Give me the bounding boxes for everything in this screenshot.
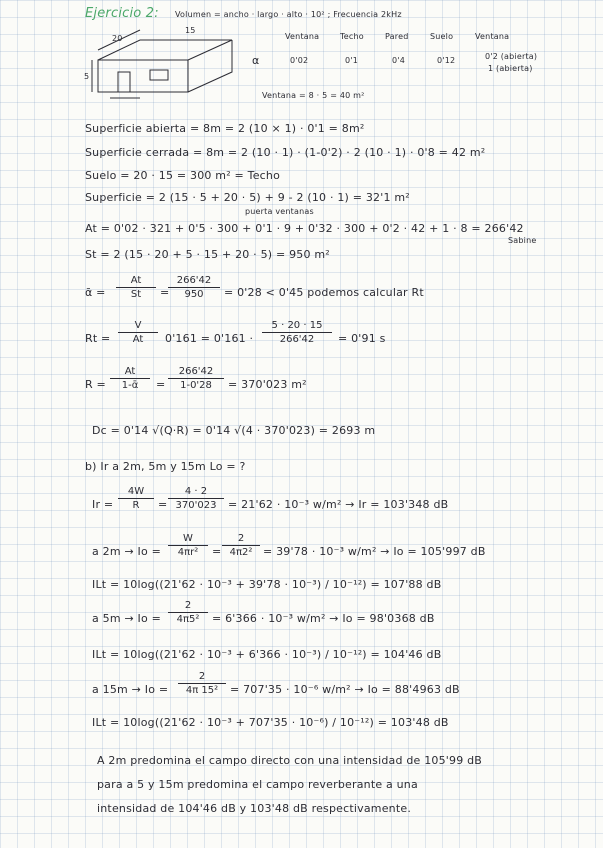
i4-end: = 6'366 · 10⁻³ w/m² → Io = 98'0368 dB (212, 612, 435, 625)
col-header-5: Ventana (475, 32, 510, 41)
exercise-subtitle: Volumen = ancho · largo · alto · 10² ; Frecuencia 2kHz (175, 10, 402, 19)
conclusion-3: intensidad de 104'46 dB y 103'48 dB respectivamente. (97, 802, 412, 815)
window-area: Ventana = 8 · 5 = 40 m² (262, 91, 365, 100)
exercise-title: Ejercicio 2: (85, 6, 159, 21)
frac-i1: $\frac{4W}{R}$ (118, 486, 154, 511)
box-side (188, 40, 232, 92)
i5-line: ILt = 10log((21'62 · 10⁻³ + 6'366 · 10⁻³) / 10⁻¹²) = 104'46 dB (92, 648, 442, 661)
i6-end: = 707'35 · 10⁻⁶ w/m² → Io = 88'4963 dB (230, 683, 460, 696)
i1-end: = 21'62 · 10⁻³ w/m² → Ir = 103'348 dB (228, 498, 449, 511)
r-end: = 370'023 m² (228, 378, 307, 391)
frac-r: $\frac{At}{\text{1-ᾱ}}$ (110, 366, 150, 391)
line-1: Superficie abierta = 8m = 2 (10 × 1) · 0'1 = 8m² (85, 122, 365, 135)
r-label: R = (85, 378, 106, 391)
i4-label: a 5m → Io = (92, 612, 162, 625)
dim-length: 15 (185, 26, 196, 35)
frac-alpha-val: $\frac{266'42}{950}$ (168, 275, 220, 300)
dim-width: 20 (112, 34, 123, 43)
frac-i2-val: $\frac{2}{\text{4π2²}}$ (222, 533, 260, 558)
alpha-note: 1 (abierta) (488, 64, 533, 73)
i2-end: = 39'78 · 10⁻³ w/m² → Io = 105'997 dB (263, 545, 486, 558)
alpha-val-2: 0'1 (345, 56, 358, 65)
col-header-2: Techo (340, 32, 364, 41)
frac-i2: $\frac{W}{\text{4πr²}}$ (168, 533, 208, 558)
line-4: Superficie = 2 (15 · 5 + 20 · 5) + 9 - 2 (10 · 1) = 32'1 m² (85, 191, 410, 204)
i7-line: ILt = 10log((21'62 · 10⁻³ + 707'35 · 10⁻⁶) / 10⁻¹²) = 103'48 dB (92, 716, 449, 729)
rt-end: = 0'91 s (338, 332, 386, 345)
line-5: At = 0'02 · 321 + 0'5 · 300 + 0'1 · 9 + 0'32 · 300 + 0'2 · 42 + 1 · 8 = 266'42 (85, 222, 524, 235)
col-header-4: Suelo (430, 32, 454, 41)
conclusion-1: A 2m predomina el campo directo con una intensidad de 105'99 dB (97, 754, 483, 767)
frac-i4: $\frac{2}{\text{4π5²}}$ (168, 600, 208, 625)
line-6: St = 2 (15 · 20 + 5 · 15 + 20 · 5) = 950 m² (85, 248, 330, 261)
box-top (98, 40, 232, 60)
col-header-1: Ventana (285, 32, 320, 41)
line-4-note: puerta ventanas (245, 207, 314, 216)
frac-alpha: $\frac{At}{St}$ (116, 275, 156, 300)
window-front (150, 70, 168, 80)
alpha-val-1: 0'02 (290, 56, 309, 65)
i3-line: ILt = 10log((21'62 · 10⁻³ + 39'78 · 10⁻³) / 10⁻¹²) = 107'88 dB (92, 578, 442, 591)
frac-i6: $\frac{2}{\text{4π 15²}}$ (178, 671, 226, 696)
dim-height: 5 (84, 72, 90, 81)
frac-r-val: $\frac{266'42}{1-0'28}$ (168, 366, 224, 391)
frac-rt: $\frac{V}{At}$ (118, 320, 158, 345)
i2-label: a 2m → Io = (92, 545, 162, 558)
line-3: Suelo = 20 · 15 = 300 m² = Techo (85, 169, 281, 182)
box-front (98, 60, 188, 92)
door (118, 72, 130, 92)
alpha-val-3: 0'4 (392, 56, 405, 65)
alpha-eq: = 0'28 < 0'45 podemos calcular Rt (224, 286, 424, 299)
line-5-note: Sabine (508, 236, 537, 245)
i1-label: Ir = (92, 498, 114, 511)
alpha-symbol: α (252, 54, 260, 67)
alpha-val-4: 0'12 (437, 56, 456, 65)
col-header-3: Pared (385, 32, 409, 41)
rt-mid: 0'161 = 0'161 · (165, 332, 254, 345)
frac-rt-val: $\frac{5 \cdot 20 \cdot 15}{266'42}$ (262, 320, 332, 345)
alpha-val-5: 0'2 (abierta) (485, 52, 538, 61)
alpha-bar-label: ᾱ = (85, 286, 106, 299)
line-2: Superficie cerrada = 8m = 2 (10 · 1) · (1-0'2) · 2 (10 · 1) · 0'8 = 42 m² (85, 146, 486, 159)
rt-label: Rt = (85, 332, 111, 345)
frac-i1-val: $\frac{4 \cdot 2}{370'023}$ (168, 486, 224, 511)
part-b-intro: b) Ir a 2m, 5m y 15m Lo = ? (85, 460, 246, 473)
dc-line: Dc = 0'14 √(Q·R) = 0'14 √(4 · 370'023) = 2693 m (92, 424, 376, 437)
conclusion-2: para a 5 y 15m predomina el campo reverberante a una (97, 778, 418, 791)
i6-label: a 15m → Io = (92, 683, 169, 696)
